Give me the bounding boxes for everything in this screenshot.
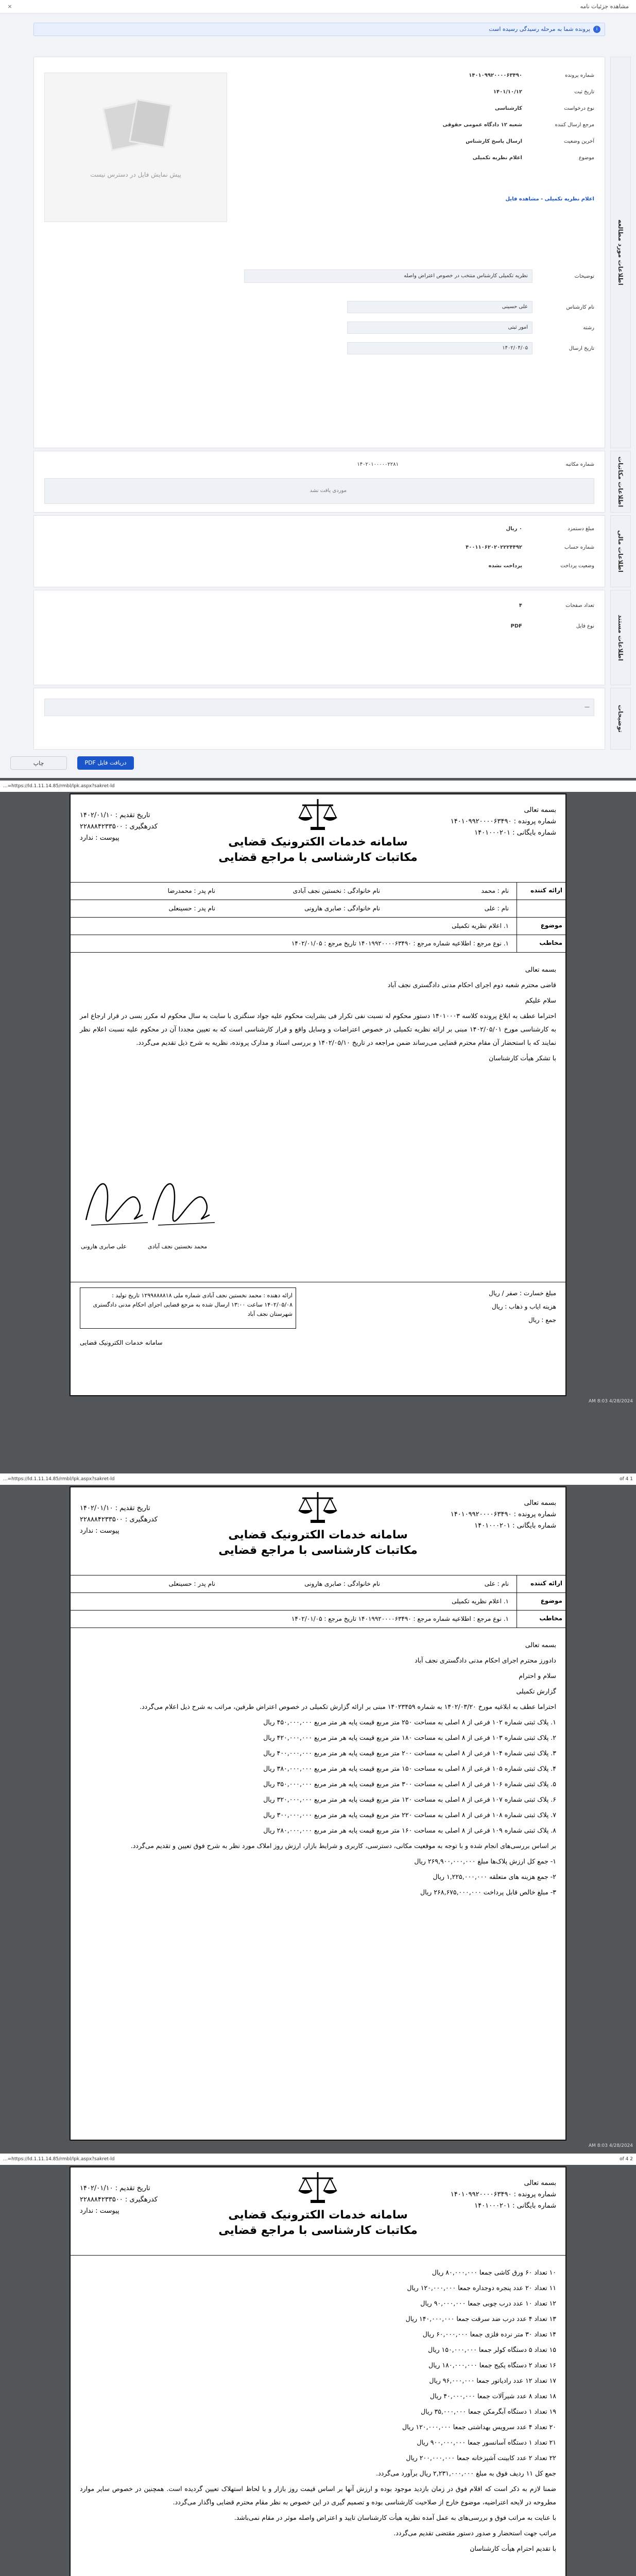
body-paragraph: احتراما عطف به ابلاغ پرونده کلاسه ۱۴۰۱۰۰۰۳ دستور محکوم له نسبت نفی تکرار فی بشرایت محکوم علیه جواد سنگتری با سابت به سال محکوم له مکرر بسی در قرار ارجاع امر به کارشناسی مورخ ۱۴۰۲/۰۵/۰۱ مبنی بر ارائه نظریه تکمیلی در خصوص اعتراضات و وسایل واقع و قرار کارشناسی است که به تعیین مجددا آن در محکوم علیه نسبت اعلام نظر نمایند که با استحضار آن مقام محترم قضایی می‌رساند ضمن مراجعه در تاریخ ۱۴۰۲/۰۵/۱۰ و بررسی اسناد و مدارک پرونده، نظریه به شرح ذیل تقدیم می‌گردد. [80, 1012, 556, 1046]
money-value: پرداخت نشده [488, 563, 522, 569]
corr-label: شماره مکاتبه [565, 462, 594, 467]
header-right [451, 2178, 556, 2212]
doc-value: PDF [510, 623, 522, 629]
tab-documents[interactable]: اطلاعات مستند [610, 590, 631, 685]
signature-image [76, 1163, 153, 1241]
row-label: موضوع [517, 918, 565, 935]
fee-line: مبلغ خسارت : صفر / ریال [489, 1290, 556, 1297]
total-line: جمع : ریال [528, 1316, 556, 1324]
row-label [517, 900, 565, 917]
info-field-label: تاریخ ثبت [574, 89, 594, 95]
header-left-line: پیوست : ندارد [80, 1527, 119, 1535]
preview-caption: پیش نمایش فایل در دسترس نیست [90, 171, 181, 178]
body-paragraph: ۲۱ تعداد ۱ دستگاه آسانسور جمعا ۹۰۰,۰۰۰,۰۰۰ ریال [417, 2438, 556, 2446]
body-paragraph: ۲. پلاک ثبتی شماره ۱۰۳ فرعی از ۸ اصلی به مساحت ۱۸۰ متر مربع قیمت پایه هر متر مربع ۴۲۰,۰۰۰,۰۰۰ ریال [263, 1734, 556, 1741]
tab-financial[interactable]: اطلاعات مالی [610, 515, 631, 587]
doc-label: تعداد صفحات [565, 603, 594, 608]
preview-image [44, 73, 227, 222]
row-label: ارائه کننده [517, 1575, 565, 1592]
signature-image [143, 1163, 220, 1241]
info-field-value: کارشناسی [495, 106, 522, 111]
header-right-line: بسمه تعالی [524, 806, 556, 814]
status-alert [33, 23, 605, 36]
row-cell: نام خانوادگی : صابری هارونی [304, 905, 380, 912]
row-cell: نام پدر : حسینعلی [168, 905, 215, 912]
row-cell: نام : علی [484, 1580, 509, 1587]
row-label: موضوع [517, 1593, 565, 1610]
justice-scale-icon [297, 797, 338, 833]
row-label: مخاطب [517, 935, 565, 952]
doc-label: نوع فایل [576, 623, 594, 629]
body-paragraph: ۲۲ تعداد ۲ عدد کابینت آشپزخانه جمعا ۲۰۰,۰۰۰,۰۰۰ ریال [406, 2454, 556, 2462]
header-left-line: کدرهگیری : ۲۲۸۸۸۴۲۳۳۵۰۰ [80, 2196, 158, 2204]
body-paragraph: دادورز محترم اجرای احکام مدنی دادگستری نجف آباد [415, 1656, 556, 1664]
info-field-value: شعبه ۱۲ دادگاه عمومی حقوقی [442, 122, 522, 128]
header-right-line: بسمه تعالی [524, 1499, 556, 1507]
money-value: ۴۰۰۱۱۰۶۲۰۲۰۲۲۲۴۴۹۲ [466, 545, 522, 550]
correspondence-section [33, 451, 605, 513]
desc-box: نظریه تکمیلی کارشناس منتخب در خصوص اعتراض واصله [244, 269, 532, 283]
letter-body [71, 1628, 565, 2168]
body-paragraph: ۲۰ تعداد ۴ عدد سرویس بهداشتی جمعا ۱۲۰,۰۰۰,۰۰۰ ریال [402, 2423, 556, 2431]
info-field-value: اعلام نظریه تکمیلی [472, 155, 522, 161]
corr-table: موردی یافت نشد [44, 478, 594, 504]
money-value: ۰ ریال [506, 526, 522, 532]
tab-correspondence[interactable]: اطلاعات مکاتبات [610, 451, 631, 513]
header-left-line: تاریخ تقدیم : ۱۴۰۲/۰۱/۱۰ [80, 2184, 150, 2192]
body-paragraph: ۳. پلاک ثبتی شماره ۱۰۴ فرعی از ۸ اصلی به مساحت ۲۰۰ متر مربع قیمت پایه هر متر مربع ۴۰۰,۰۰۰,۰۰۰ ریال [263, 1749, 556, 1757]
body-paragraph: ۸. پلاک ثبتی شماره ۱۰۹ فرعی از ۸ اصلی به مساحت ۱۶۰ متر مربع قیمت پایه هر متر مربع ۲۸۰,۰۰۰,۰۰۰ ریال [263, 1826, 556, 1834]
body-paragraph: ۱۷ تعداد ۱۲ عدد رادیاتور جمعا ۹۶,۰۰۰,۰۰۰ ریال [429, 2377, 556, 2384]
corr-value: ۱۴۰۲۰۱۰۰۰۰۰۲۲۸۱ [357, 462, 399, 467]
page-url-strip [0, 781, 636, 792]
signature-image [143, 2559, 220, 2576]
body-paragraph: ۱۹ تعداد ۱ دستگاه آبگرمکن جمعا ۳۵,۰۰۰,۰۰۰ ریال [421, 2408, 556, 2415]
info-row [71, 917, 565, 935]
info-field-value: ۱۴۰۱/۱۰/۱۲ [493, 89, 522, 95]
info-row [71, 1592, 565, 1610]
header-left-line: پیوست : ندارد [80, 2207, 119, 2215]
header-right [451, 805, 556, 839]
attachment-link[interactable]: اعلام نظریه تکمیلی - مشاهده فایل [505, 196, 594, 202]
body-paragraph: ۱۲ تعداد ۱۰ عدد درب چوبی جمعا ۹۰,۰۰۰,۰۰۰ ریال [420, 2299, 556, 2307]
body-paragraph: سلام و احترام [519, 1672, 556, 1680]
print-stamp: 4/28/2024 8:03 AM [588, 1399, 633, 1404]
body-paragraph: ۵. پلاک ثبتی شماره ۱۰۶ فرعی از ۸ اصلی به مساحت ۳۰۰ متر مربع قیمت پایه هر متر مربع ۳۵۰,۰۰۰,۰۰۰ ریال [263, 1780, 556, 1788]
document-page [70, 2166, 566, 2576]
money-label: وضعیت پرداخت [560, 563, 594, 569]
letter-body [71, 2255, 565, 2576]
body-paragraph: ۱۸ تعداد ۸ عدد شیرآلات جمعا ۴۰,۰۰۰,۰۰۰ ریال [429, 2392, 556, 2400]
body-paragraph: ۱۰ تعداد ۶۰ ورق کاشی جمعا ۸۰,۰۰۰,۰۰۰ ریال [432, 2268, 556, 2276]
row-cell: نام پدر : محمدرضا [167, 887, 215, 894]
page-header [71, 1487, 565, 1575]
body-paragraph: گزارش تکمیلی [516, 1687, 556, 1695]
tab-info[interactable]: اطلاعات مورد مطالعه [610, 57, 631, 448]
body-paragraph: ۱۱ تعداد ۲۰ عدد پنجره دوجداره جمعا ۱۲۰,۰۰۰,۰۰۰ ریال [407, 2284, 556, 2292]
body-paragraph: ۱. پلاک ثبتی شماره ۱۰۲ فرعی از ۸ اصلی به مساحت ۲۵۰ متر مربع قیمت پایه هر متر مربع ۴۵۰,۰۰۰,۰۰۰ ریال [263, 1718, 556, 1726]
row-cell: ۱. اعلام نظریه تکمیلی [452, 922, 509, 929]
row-cell: نام خانوادگی : صابری هارونی [304, 1580, 380, 1587]
info-extra-box: امور ثبتی [347, 321, 532, 334]
page-header [71, 2167, 565, 2255]
header-right-line: شماره بایگانی : ۱۴۰۱۰۰۰۲۰۱ [474, 1522, 556, 1530]
info-row [71, 935, 565, 952]
body-paragraph: ضمنا لازم به ذکر است که اقلام فوق در زمان بازدید موجود بوده و ارزش آنها بر اساس قیمت روز بازار و با لحاظ استهلاک تعیین گردیده است. همچنین در خصوص سایر موارد مطروحه در لایحه اعتراضیه، موضوع خارج از صلاحیت کارشناسی بوده و تصمیم گیری در این خصوص به نظر مقام محترم قضایی واگذار می‌گردد. [80, 2485, 556, 2506]
page-url: https://ld.1.11.14.85/rmbl/lpk.aspx?sakret-ld=... [3, 1477, 115, 1482]
alert-text: پرونده شما به مرحله رسیدگی رسیده است [489, 26, 590, 32]
header-left [80, 2183, 158, 2217]
print-button[interactable]: چاپ [10, 756, 67, 770]
system-subtitle: مکاتبات کارشناسی با مراجع قضایی [218, 851, 418, 864]
title-bar [0, 0, 636, 13]
documents-section [33, 590, 605, 685]
desc-label: توضیحات [574, 274, 594, 279]
info-field-label: آخرین وضعیت [563, 139, 594, 144]
page-url: https://ld.1.11.14.85/rmbl/lpk.aspx?sakret-ld=... [3, 2157, 115, 2162]
viewer-panel [0, 0, 636, 778]
info-field-value: ارسال پاسخ کارشناس [466, 139, 522, 144]
body-paragraph: ۷. پلاک ثبتی شماره ۱۰۸ فرعی از ۸ اصلی به مساحت ۲۲۰ متر مربع قیمت پایه هر متر مربع ۳۰۰,۰۰۰,۰۰۰ ریال [263, 1811, 556, 1819]
page-url-strip [0, 1473, 636, 1485]
header-right [451, 1498, 556, 1532]
body-paragraph: ۴. پلاک ثبتی شماره ۱۰۵ فرعی از ۸ اصلی به مساحت ۱۵۰ متر مربع قیمت پایه هر متر مربع ۳۸۰,۰۰۰,۰۰۰ ریال [263, 1765, 556, 1772]
body-paragraph: جمع کل ۱۱ ردیف فوق به مبلغ ۲,۲۳۱,۰۰۰,۰۰۰ ریال برآورد می‌گردد. [376, 2469, 556, 2477]
justice-scale-icon [297, 1490, 338, 1526]
info-section [33, 57, 605, 448]
header-left [80, 810, 158, 844]
info-extra-box: علی حسینی [347, 301, 532, 313]
body-paragraph: بسمه تعالی [525, 965, 556, 973]
body-paragraph: ۳- مبلغ خالص قابل پرداخت ۲۶۸,۶۷۵,۰۰۰,۰۰۰ ریال [420, 1888, 556, 1896]
system-title: سامانه خدمات الکترونیک قضایی [228, 2209, 408, 2222]
tab-notes[interactable]: توضیحات [610, 688, 631, 750]
page-header [71, 794, 565, 882]
header-left-line: کدرهگیری : ۲۲۸۸۸۴۲۳۳۵۰۰ [80, 1516, 158, 1523]
info-icon: i [593, 26, 600, 33]
header-right-line: شماره پرونده : ۱۴۰۱۰۹۹۲۰۰۰۰۶۳۴۹۰ [450, 818, 556, 825]
row-cell: نام : محمد [481, 887, 509, 894]
body-paragraph: ۱- جمع کل ارزش پلاک‌ها مبلغ ۲۶۹,۹۰۰,۰۰۰,۰۰۰ ریال [414, 1857, 556, 1865]
body-paragraph: بر اساس بررسی‌های انجام شده و با توجه به موقعیت مکانی، دسترسی، کاربری و شرایط بازار، ارزش روز املاک مورد نظر به شرح فوق تعیین و تقدیم می‌گردد. [130, 1842, 556, 1850]
row-cell: ۱. نوع مرجع : اطلاعیه شماره مرجع : ۱۴۰۱۹۹۲۰۰۰۰۶۳۴۹۰ تاریخ مرجع : ۱۴۰۲/۰۱/۰۵ [291, 940, 509, 947]
page-counter: 1 of 4 [620, 1477, 633, 1482]
notes-section [33, 688, 605, 750]
info-row [71, 900, 565, 917]
system-title: سامانه خدمات الکترونیک قضایی [228, 1529, 408, 1541]
row-label: ارائه کننده [517, 883, 565, 900]
info-field-label: شماره پرونده [565, 73, 594, 78]
body-paragraph: ۱۳ تعداد ۴ عدد درب ضد سرقت جمعا ۱۴۰,۰۰۰,۰۰۰ ریال [405, 2315, 556, 2323]
body-paragraph: ۱۶ تعداد ۲ دستگاه پکیج جمعا ۱۸۰,۰۰۰,۰۰۰ ریال [428, 2361, 556, 2369]
document-page [70, 1486, 566, 2141]
system-subtitle: مکاتبات کارشناسی با مراجع قضایی [218, 2224, 418, 2237]
info-extra-label: تاریخ ارسال [569, 346, 594, 351]
system-title: سامانه خدمات الکترونیک قضایی [228, 836, 408, 849]
body-paragraph: ۶. پلاک ثبتی شماره ۱۰۷ فرعی از ۸ اصلی به مساحت ۱۲۰ متر مربع قیمت پایه هر متر مربع ۳۲۰,۰۰۰,۰۰۰ ریال [263, 1795, 556, 1803]
page-counter: 2 of 4 [620, 2157, 633, 2162]
body-paragraph: ۱۵ تعداد ۵ دستگاه کولر جمعا ۱۵۰,۰۰۰,۰۰۰ ریال [428, 2346, 556, 2353]
financial-section [33, 515, 605, 587]
body-paragraph: سلام علیکم [525, 996, 556, 1004]
info-field-label: نوع درخواست [564, 106, 594, 111]
justice-scale-icon [297, 2170, 338, 2206]
page-url: https://ld.1.11.14.85/rmbl/lpk.aspx?sakret-ld=... [3, 784, 115, 789]
body-paragraph: بسمه تعالی [525, 1641, 556, 1649]
info-row [71, 1575, 565, 1592]
signer-name: محمد نخستین نجف آبادی [148, 1243, 208, 1250]
doc-value: ۴ [519, 603, 522, 608]
info-extra-label: نام کارشناس [566, 304, 594, 310]
header-right-line: شماره بایگانی : ۱۴۰۱۰۰۰۲۰۱ [474, 829, 556, 837]
body-paragraph: با تقدیم احترام هیأت کارشناسان [470, 2545, 556, 2552]
window-title: مشاهده جزئیات نامه [580, 3, 629, 10]
row-cell: نام خانوادگی : نخستین نجف آبادی [293, 887, 380, 894]
submitter-note: ارائه دهنده : محمد نخستین نجف آبادی شماره ملی ۱۲۹۹۸۸۸۸۱۸ تاریخ تولید : ۱۴۰۲/۰۵/۰۸ ساعت ۱۳:۰۰ ارسال شده به مرجع قضایی اجرای احکام مدنی دادگستری شهرستان نجف آباد [80, 1287, 296, 1329]
header-right-line: شماره پرونده : ۱۴۰۱۰۹۹۲۰۰۰۰۶۳۴۹۰ [450, 1511, 556, 1518]
header-left-line: پیوست : ندارد [80, 834, 119, 842]
row-cell: نام : علی [484, 905, 509, 912]
body-paragraph: با عنایت به مراتب فوق و بررسی‌های به عمل آمده نظریه هیأت کارشناسان تایید و اعتراض واصله موثر در مقام نمی‌باشد. [234, 2514, 556, 2521]
header-left-line: تاریخ تقدیم : ۱۴۰۲/۰۱/۱۰ [80, 1504, 150, 1512]
page-url-strip [0, 2154, 636, 2165]
info-field-label: مرجع ارسال کننده [555, 122, 594, 128]
system-subtitle: مکاتبات کارشناسی با مراجع قضایی [218, 1544, 418, 1557]
print-stamp: 4/28/2024 8:03 AM [588, 2143, 633, 2148]
money-label: مبلغ دستمزد [568, 526, 594, 532]
close-icon[interactable]: × [7, 3, 12, 10]
travel-fee-line: هزینه ایاب و ذهاب : ریال [491, 1303, 556, 1310]
info-extra-label: رشته [583, 325, 594, 331]
body-paragraph: قاضی محترم شعبه دوم اجرای احکام مدنی دادگستری نجف آباد [387, 981, 556, 989]
info-field-label: موضوع [578, 155, 594, 161]
download-button[interactable]: دریافت فایل PDF [77, 756, 134, 770]
footer-label: سامانه خدمات الکترونیک قضایی [80, 1339, 163, 1346]
info-field-value: ۱۴۰۱۰۹۹۲۰۰۰۰۶۳۴۹۰ [469, 73, 522, 78]
body-paragraph: ۱۴ تعداد ۳۰ متر نرده فلزی جمعا ۶۰,۰۰۰,۰۰۰ ریال [422, 2330, 556, 2338]
signer-name: علی صابری هارونی [81, 1243, 127, 1250]
notes-box: — [44, 699, 594, 716]
header-left [80, 1503, 158, 1537]
header-right-line: شماره بایگانی : ۱۴۰۱۰۰۰۲۰۱ [474, 2202, 556, 2210]
page-footer [71, 1282, 565, 1395]
money-label: شماره حساب [564, 545, 594, 550]
header-right-line: شماره پرونده : ۱۴۰۱۰۹۹۲۰۰۰۰۶۳۴۹۰ [450, 2191, 556, 2198]
body-paragraph: با تشکر هیأت کارشناسان [489, 1054, 556, 1062]
info-row [71, 1610, 565, 1628]
body-paragraph: احتراما عطف به ابلاغیه مورخ ۱۴۰۲/۰۳/۲۰ به شماره ۱۴۰۲۳۴۵۹ مبنی بر ارائه گزارش تکمیلی در خصوص اعتراض طرفین، مراتب به شرح ذیل اعلام می‌گردد. [140, 1703, 556, 1710]
body-paragraph: مراتب جهت استحضار و صدور دستور مقتضی تقدیم می‌گردد. [393, 2529, 556, 2537]
document-page [70, 793, 566, 1396]
row-cell: ۱. نوع مرجع : اطلاعیه شماره مرجع : ۱۴۰۱۹۹۲۰۰۰۰۶۳۴۹۰ تاریخ مرجع : ۱۴۰۲/۰۱/۰۵ [291, 1615, 509, 1622]
header-left-line: تاریخ تقدیم : ۱۴۰۲/۰۱/۱۰ [80, 811, 150, 819]
header-left-line: کدرهگیری : ۲۲۸۸۸۴۲۳۳۵۰۰ [80, 823, 158, 831]
header-right-line: بسمه تعالی [524, 2179, 556, 2187]
row-cell: ۱. اعلام نظریه تکمیلی [452, 1598, 509, 1605]
row-label: مخاطب [517, 1611, 565, 1628]
info-row [71, 882, 565, 900]
body-paragraph: ۲- جمع هزینه های متعلقه ۱,۲۲۵,۰۰۰,۰۰۰ ریال [433, 1873, 556, 1880]
row-cell: نام پدر : حسینعلی [168, 1580, 215, 1587]
info-extra-box: ۱۴۰۲/۰۴/۰۵ [347, 342, 532, 354]
